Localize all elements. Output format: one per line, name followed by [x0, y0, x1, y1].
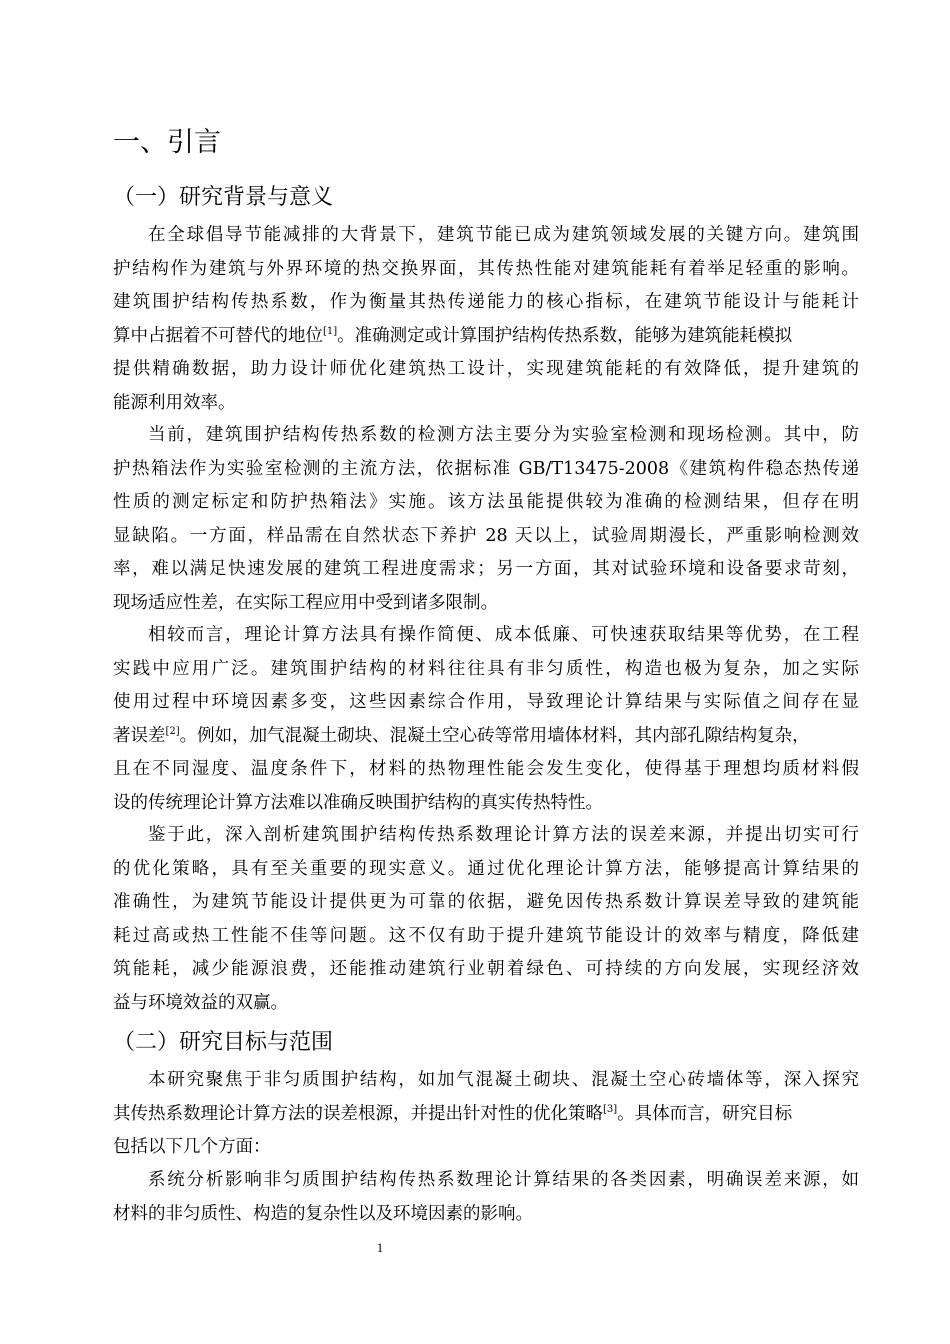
text-segment: 其传热系数理论计算方法的误差根源，并提出针对性的优化策略 [113, 1103, 603, 1124]
paragraph-background-4 [113, 819, 859, 1020]
text-line: 能源利用效率。 [113, 392, 236, 413]
text-line: 材料的非匀质性、构造的复杂性以及环境因素的影响。 [113, 1203, 533, 1224]
text-line: 本研究聚焦于非匀质围护结构，如加气混凝土砌块、混凝土空心砖墙体等，深入探究 [148, 1070, 859, 1090]
text-line: 当前，建筑围护结构传热系数的检测方法主要分为实验室检测和现场检测。其中，防 [148, 425, 859, 445]
text-line: 准确性，为建筑节能设计提供更为可靠的依据，避免因传热系数计算误差导致的建筑能 [113, 892, 859, 912]
page-number: 1 [376, 1240, 384, 1255]
text-line: 系统分析影响非匀质围护结构传热系数理论计算结果的各类因素，明确误差来源，如 [148, 1170, 859, 1190]
text-segment: 。准确测定或计算围护结构传热系数，能够为建筑能耗模拟 [337, 325, 793, 346]
paragraph-goals-2 [113, 1164, 859, 1231]
paragraph-background-3 [113, 619, 859, 820]
text-line [113, 320, 859, 354]
section-heading-background: （一）研究背景与意义 [113, 185, 334, 210]
citation-2: [2] [165, 725, 180, 737]
text-line [113, 720, 859, 754]
text-line: 设的传统理论计算方法难以准确反映围护结构的真实传热特性。 [113, 792, 603, 813]
text-segment: 。具体而言，研究目标 [617, 1103, 793, 1124]
text-line: 包括以下几个方面： [113, 1137, 271, 1157]
text-segment: 著误差 [113, 725, 166, 746]
text-line: 的优化策略，具有至关重要的现实意义。通过优化理论计算方法，能够提高计算结果的 [113, 858, 859, 879]
text-line: 鉴于此，深入剖析建筑围护结构传热系数理论计算方法的误差来源，并提出切实可行 [148, 825, 859, 845]
text-line: 相较而言，理论计算方法具有操作简便、成本低廉、可快速获取结果等优势，在工程 [148, 625, 859, 645]
text-line: 现场适应性差，在实际工程应用中受到诸多限制。 [113, 592, 498, 613]
text-line: 护结构作为建筑与外界环境的热交换界面，其传热性能对建筑能耗有着举足轻重的影响。 [113, 258, 859, 279]
text-line: 益与环境效益的双赢。 [113, 992, 288, 1013]
text-line: 在全球倡导节能减排的大背景下，建筑节能已成为建筑领域发展的关键方向。建筑围 [148, 225, 859, 245]
text-line: 筑能耗，减少能源浪费，还能推动建筑行业朝着绿色、可持续的方向发展，实现经济效 [113, 959, 859, 979]
text-line: 性质的测定标定和防护热箱法》实施。该方法虽能提供较为准确的检测结果，但存在明 [113, 492, 859, 512]
section-heading-goals: （二）研究目标与范围 [113, 1030, 334, 1055]
text-line: 显缺陷。一方面，样品需在自然状态下养护 28 天以上，试验周期漫长，严重影响检测效 [113, 525, 859, 546]
citation-1: [1] [323, 325, 338, 337]
text-line: 提供精确数据，助力设计师优化建筑热工设计，实现建筑能耗的有效降低，提升建筑的 [113, 359, 859, 379]
text-line [113, 1098, 859, 1132]
text-line: 耗过高或热工性能不佳等问题。这不仅有助于提升建筑节能设计的效率与精度，降低建 [113, 925, 859, 946]
text-line: 护热箱法作为实验室检测的主流方法，依据标准 GB/T13475-2008《建筑构件稳态热传递 [113, 458, 859, 479]
paragraph-goals-1 [113, 1064, 859, 1165]
chapter-heading: 一、引言 [113, 127, 221, 158]
text-line: 率，难以满足快速发展的建筑工程进度需求；另一方面，其对试验环境和设备要求苛刻， [113, 559, 859, 579]
paragraph-background-2 [113, 419, 859, 620]
text-line: 使用过程中环境因素多变，这些因素综合作用，导致理论计算结果与实际值之间存在显 [113, 692, 859, 712]
text-line: 且在不同湿度、温度条件下，材料的热物理性能会发生变化，使得基于理想均质材料假 [113, 759, 859, 779]
text-segment: 算中占据着不可替代的地位 [113, 325, 323, 346]
text-line: 实践中应用广泛。建筑围护结构的材料往往具有非匀质性，构造也极为复杂，加之实际 [113, 658, 859, 679]
citation-3: [3] [603, 1103, 618, 1115]
text-segment: 。例如，加气混凝土砌块、混凝土空心砖等常用墙体材料，其内部孔隙结构复杂， [179, 725, 810, 746]
paragraph-background-1 [113, 219, 859, 420]
text-line: 建筑围护结构传热系数，作为衡量其热传递能力的核心指标，在建筑节能设计与能耗计 [113, 292, 859, 312]
